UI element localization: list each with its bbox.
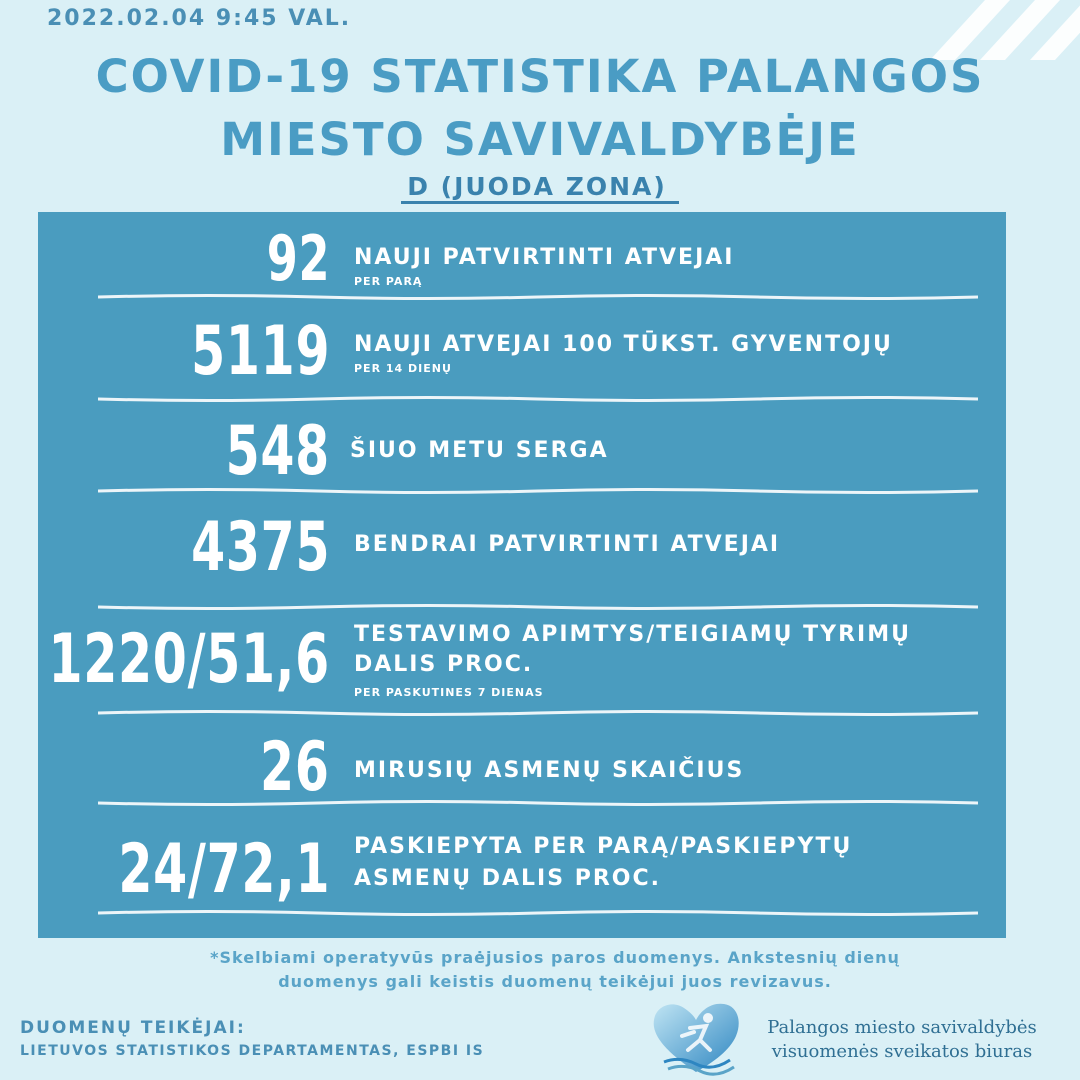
page-title-line2: MIESTO SAVIVALDYBĖJE xyxy=(220,113,860,166)
row-divider xyxy=(98,294,978,300)
stat-value: 26 xyxy=(260,728,330,807)
row-divider xyxy=(98,910,978,916)
logo-text-line2: visuomenės sveikatos biuras xyxy=(771,1041,1033,1062)
stat-sublabel: PER PASKUTINES 7 DIENAS xyxy=(354,686,544,699)
heart-runner-logo-icon xyxy=(650,998,742,1076)
footnote-line2: duomenys gali keistis duomenų teikėjui juos revizavus. xyxy=(278,972,832,991)
stats-panel xyxy=(38,212,1006,938)
zone-label xyxy=(0,172,1080,201)
stat-label: NAUJI ATVEJAI 100 TŪKST. GYVENTOJŲ xyxy=(354,332,893,357)
stat-value: 92 xyxy=(266,222,330,295)
stat-label: NAUJI PATVIRTINTI ATVEJAI xyxy=(354,245,735,270)
logo-text xyxy=(752,1016,1052,1064)
row-divider xyxy=(98,800,978,806)
stat-value: 5119 xyxy=(190,312,330,391)
stat-value: 548 xyxy=(225,412,330,491)
report-date: 2022.02.04 9:45 VAL. xyxy=(47,6,352,31)
row-divider xyxy=(98,396,978,402)
page-title-line1: COVID-19 STATISTIKA PALANGOS xyxy=(95,50,985,103)
stat-label-line2: ASMENŲ DALIS PROC. xyxy=(354,866,661,891)
stat-label: MIRUSIŲ ASMENŲ SKAIČIUS xyxy=(354,758,745,783)
stat-label: BENDRAI PATVIRTINTI ATVEJAI xyxy=(354,532,781,557)
providers-heading: DUOMENŲ TEIKĖJAI: xyxy=(20,1018,246,1038)
stat-value: 4375 xyxy=(190,508,330,587)
providers-list: LIETUVOS STATISTIKOS DEPARTAMENTAS, ESPBI IS xyxy=(20,1043,485,1059)
row-divider xyxy=(98,710,978,716)
row-divider xyxy=(98,488,978,494)
stat-label: ŠIUO METU SERGA xyxy=(350,438,609,463)
logo-text-line1: Palangos miesto savivaldybės xyxy=(767,1017,1037,1038)
footnote-line1: *Skelbiami operatyvūs praėjusios paros duomenys. Ankstesnių dienų xyxy=(210,948,900,967)
stat-label-line2: DALIS PROC. xyxy=(354,652,534,677)
stat-value: 1220/51,6 xyxy=(48,620,330,699)
stat-sublabel: PER 14 DIENŲ xyxy=(354,362,452,375)
stat-label: TESTAVIMO APIMTYS/TEIGIAMŲ TYRIMŲ xyxy=(354,622,911,647)
stat-value: 24/72,1 xyxy=(118,830,330,909)
stat-label: PASKIEPYTA PER PARĄ/PASKIEPYTŲ xyxy=(354,834,853,859)
zone-text: D (JUODA ZONA) xyxy=(401,172,679,204)
stat-sublabel: PER PARĄ xyxy=(354,275,423,288)
footnote xyxy=(0,946,1080,994)
row-divider xyxy=(98,604,978,610)
